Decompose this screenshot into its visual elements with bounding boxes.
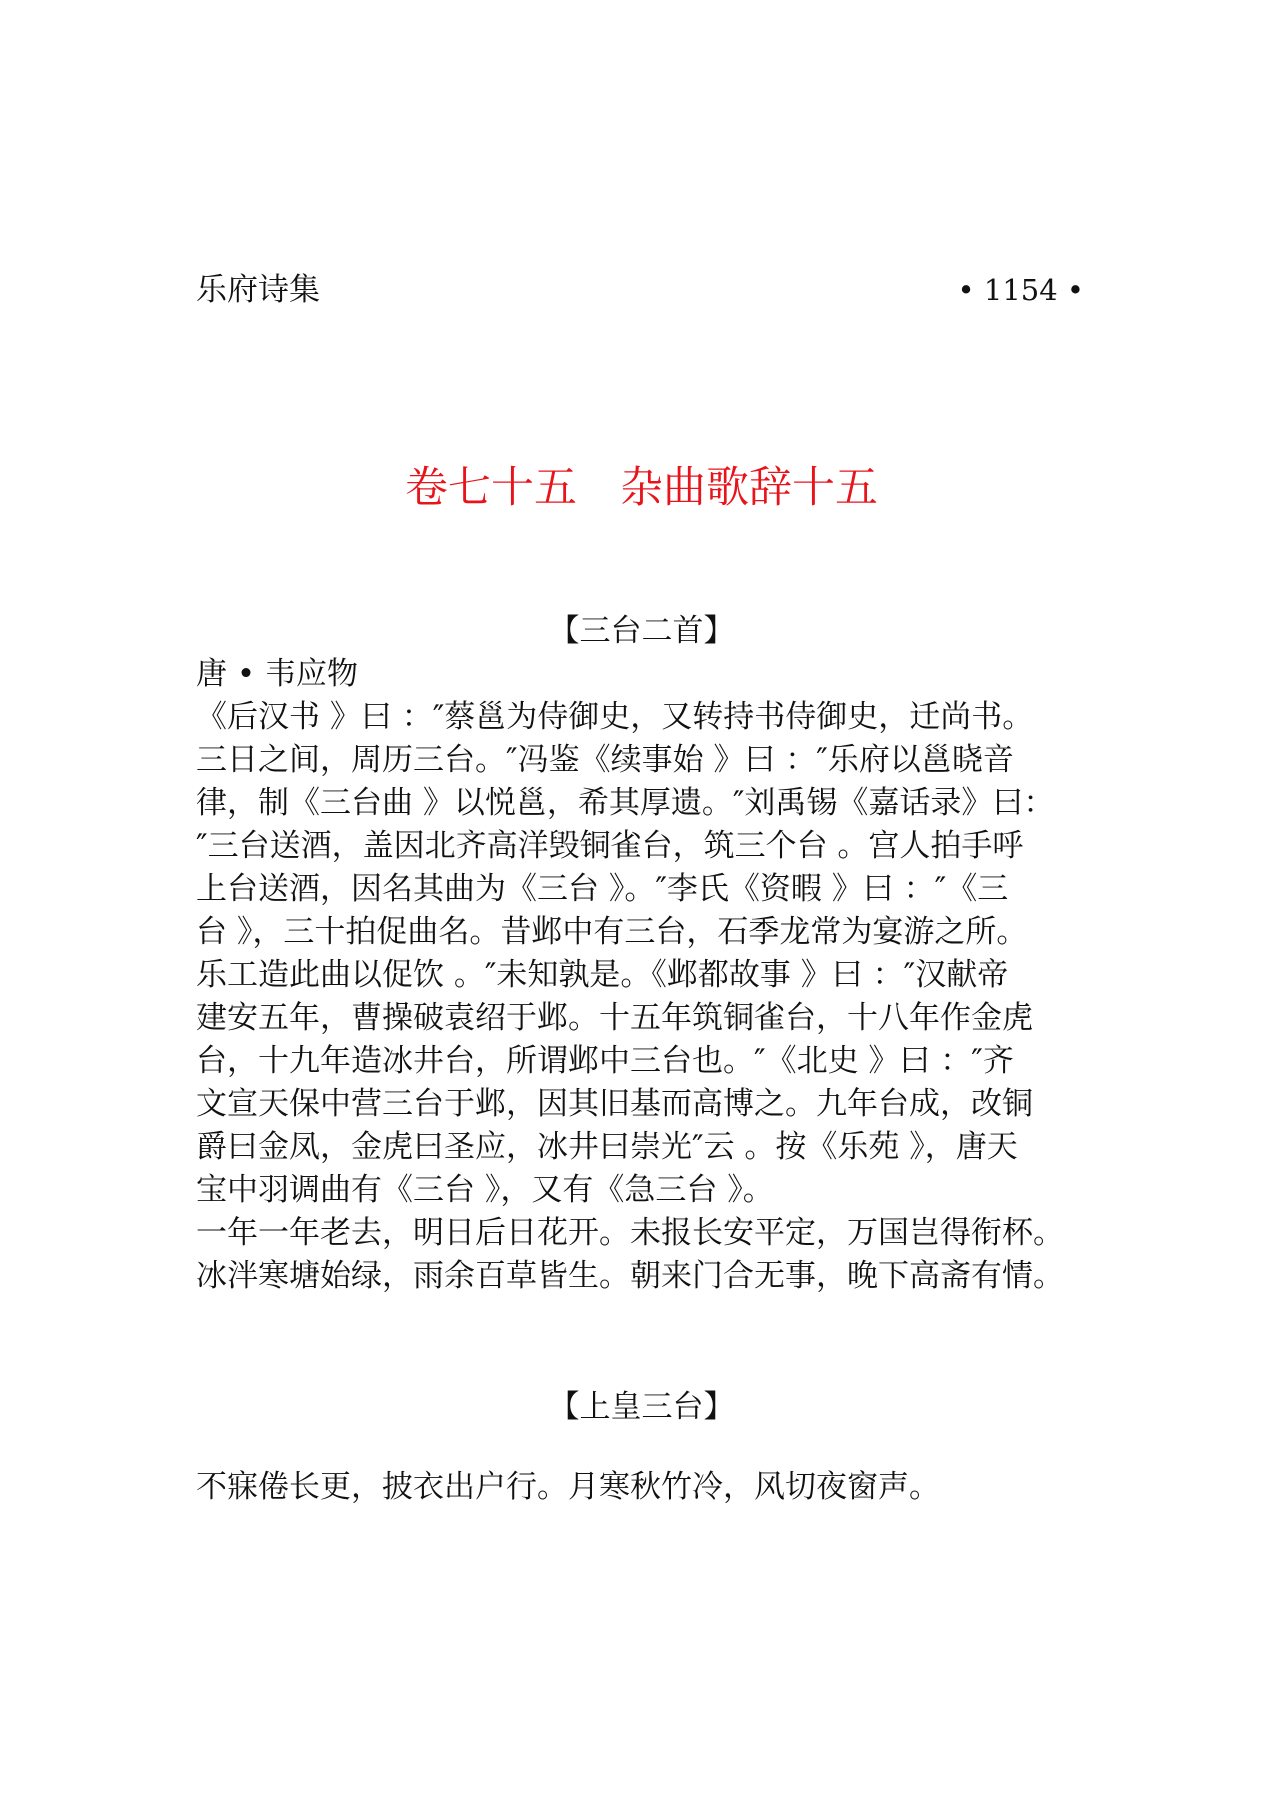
text-line: 建安五年，曹操破袁绍于邺。十五年筑铜雀台，十八年作金虎: [196, 1000, 1033, 1036]
text-line: 台 》，三十拍促曲名。昔邺中有三台，石季龙常为宴游之所。: [196, 914, 1028, 950]
book-title: 乐府诗集: [196, 272, 320, 308]
author-line: 唐 • 韦应物: [196, 656, 358, 692]
page-header: [196, 270, 1084, 310]
section-body-san-tai: [196, 653, 1116, 1298]
text-line: 乐工造此曲以促饮 。″未知孰是。《邺都故事 》曰 ：″汉献帝: [196, 957, 1009, 993]
text-line: 《后汉书 》曰 ：″蔡邕为侍御史，又转持书侍御史，迁尚书。: [196, 699, 1034, 735]
chapter-title: 卷七十五 杂曲歌辞十五: [405, 463, 878, 513]
text-line: 宝中羽调曲有《三台 》，又有《急三台 》。: [196, 1172, 774, 1208]
section-heading-san-tai: 【三台二首】: [548, 613, 735, 649]
text-line: 文宣天保中营三台于邺，因其旧基而高博之。九年台成，改铜: [196, 1086, 1033, 1122]
text-line: 台，十九年造冰井台，所谓邺中三台也。″《北史 》曰 ：″齐: [196, 1043, 1014, 1079]
text-line: 爵曰金凤，金虎曰圣应，冰井曰崇光″云 。按《乐苑 》，唐天: [196, 1129, 1018, 1165]
poem-line: 不寐倦长更，披衣出户行。月寒秋竹冷，风切夜窗声。: [196, 1469, 940, 1505]
poem-line: 冰泮寒塘始绿，雨余百草皆生。朝来门合无事，晚下高斋有情。: [196, 1258, 1064, 1294]
section-heading-shang-huang-san-tai: 【上皇三台】: [548, 1389, 735, 1425]
text-line: 上台送酒，因名其曲为《三台 》。″李氏《资暇 》曰 ：″《三: [196, 871, 1009, 907]
poem-line: 一年一年老去，明日后日花开。未报长安平定，万国岂得衔杯。: [196, 1215, 1064, 1251]
text-line: 律，制《三台曲 》以悦邕，希其厚遗。″刘禹锡《嘉话录》曰：: [196, 785, 1055, 821]
section-body-shang-huang-san-tai: [196, 1466, 1116, 1509]
page-number: • 1154 •: [957, 273, 1084, 307]
text-line: 三日之间，周历三台。″冯鉴《续事始 》曰 ：″乐府以邕晓音: [196, 742, 1014, 778]
text-line: ″三台送酒，盖因北齐高洋毁铜雀台，筑三个台 。宫人拍手呼: [196, 828, 1024, 864]
